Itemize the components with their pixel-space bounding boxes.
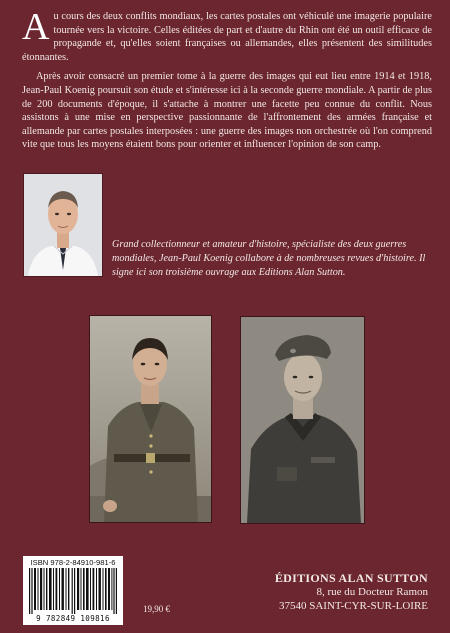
photo-french-soldier	[89, 315, 212, 523]
author-portrait-illustration	[24, 174, 102, 276]
isbn-number: ISBN 978-2-84910-981-6	[30, 558, 116, 567]
author-portrait	[23, 173, 103, 277]
publisher-block	[275, 571, 428, 613]
back-cover-text	[22, 6, 432, 158]
barcode-label	[23, 556, 123, 625]
french-soldier-illustration	[90, 316, 211, 522]
barcode-digits: 9 782849 109816	[36, 614, 110, 623]
intro-paragraph-1	[22, 6, 432, 64]
photo-german-soldier	[240, 316, 365, 524]
german-soldier-illustration	[241, 317, 364, 523]
barcode-icon	[29, 568, 117, 614]
publisher-street: 8, rue du Docteur Ramon	[316, 586, 428, 598]
publisher-name: ÉDITIONS ALAN SUTTON	[274, 571, 428, 585]
intro-paragraph-1-text: u cours des deux conflits mondiaux, les cartes postales ont véhiculé une imagerie populaire tournée vers la victoire. Celles éditées de part et d'autre du Rhin ont été un outil efficace de propagande et, qu'elles soient françaises ou allemandes, elles présentent des similitudes étonnantes.	[22, 11, 432, 63]
price: 19,90 €	[143, 604, 170, 614]
author-bio: Grand collectionneur et amateur d'histoire, spécialiste des deux guerres mondiales, Jean-Paul Koenig collabore à de nombreuses revues d'histoire. Il signe ici son troisième ouvrage aux Editions Alan Sutton.	[112, 239, 426, 278]
intro-paragraph-2: Après avoir consacré un premier tome à la guerre des images qui eut lieu entre 1914 et 1918, Jean-Paul Koenig poursuit son étude et s'intéresse ici à la seconde guerre mondiale. A partir de plus de 200 documents d'époque, il s'attache à montrer une facette peu connue du conflit. Nous assistons à une mise en perspective passionnante de l'affrontement des armées française et allemande par cartes postales interposées : une guerre des images non orchestrée où l'on comprend vite que tous les moyens étaient bons pour orienter et influencer l'opinion de son camp.	[22, 71, 432, 151]
publisher-city: 37540 SAINT-CYR-SUR-LOIRE	[278, 600, 428, 612]
drop-cap: A	[22, 6, 50, 48]
